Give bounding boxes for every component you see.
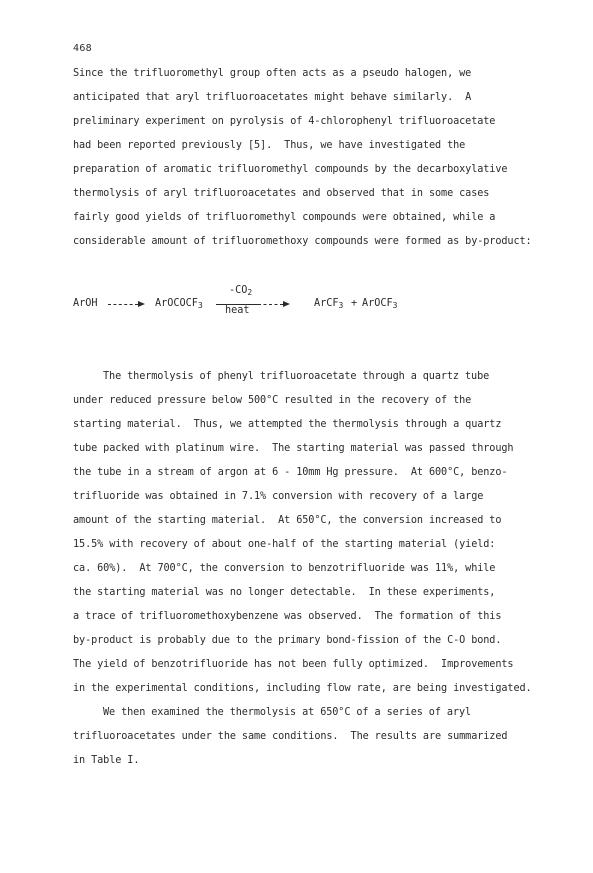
plus-sign: + bbox=[351, 298, 358, 309]
condition-subscript: 2 bbox=[247, 288, 253, 297]
condition-top bbox=[229, 285, 253, 297]
para1-line: anticipated that aryl trifluoroacetates might behave similarly. A bbox=[73, 92, 472, 103]
condition-bottom: heat bbox=[225, 305, 250, 316]
para3-line: We then examined the thermolysis at 650°C of a series of aryl bbox=[103, 707, 472, 718]
intermediate bbox=[155, 298, 203, 310]
arrow-line bbox=[108, 304, 138, 305]
para2-line: The thermolysis of phenyl trifluoroacetate through a quartz tube bbox=[103, 371, 490, 382]
para3-line: in Table I. bbox=[73, 755, 140, 766]
page-number: 468 bbox=[73, 43, 92, 54]
intermediate-formula: ArOCOCF bbox=[155, 298, 198, 309]
para2-line: starting material. Thus, we attempted the thermolysis through a quartz bbox=[73, 419, 502, 430]
para2-line: The yield of benzotrifluoride has not been fully optimized. Improvements bbox=[73, 659, 514, 670]
para1-line: preliminary experiment on pyrolysis of 4-chlorophenyl trifluoroacetate bbox=[73, 116, 496, 127]
para1-line: had been reported previously [5]. Thus, we have investigated the bbox=[73, 140, 466, 151]
para2-line: tube packed with platinum wire. The starting material was passed through bbox=[73, 443, 514, 454]
arrow-line bbox=[258, 304, 283, 305]
product2 bbox=[362, 298, 398, 310]
product2-subscript: 3 bbox=[392, 301, 398, 310]
para1-line: thermolysis of aryl trifluoroacetates and observed that in some cases bbox=[73, 188, 490, 199]
para2-line: a trace of trifluoromethoxybenzene was observed. The formation of this bbox=[73, 611, 502, 622]
para1-line: preparation of aromatic trifluoromethyl compounds by the decarboxylative bbox=[73, 164, 508, 175]
reactant: ArOH bbox=[73, 298, 98, 309]
product1 bbox=[314, 298, 344, 310]
condition-formula: -CO bbox=[229, 285, 248, 296]
para1-line: Since the trifluoromethyl group often acts as a pseudo halogen, we bbox=[73, 68, 472, 79]
para2-line: ca. 60%). At 700°C, the conversion to benzotrifluoride was 11%, while bbox=[73, 563, 496, 574]
para2-line: in the experimental conditions, including flow rate, are being investigated. bbox=[73, 683, 532, 694]
para2-line: trifluoride was obtained in 7.1% conversion with recovery of a large bbox=[73, 491, 484, 502]
product1-subscript: 3 bbox=[338, 301, 344, 310]
para2-line: the tube in a stream of argon at 6 - 10mm Hg pressure. At 600°C, benzo- bbox=[73, 467, 508, 478]
intermediate-subscript: 3 bbox=[197, 301, 203, 310]
reaction-scheme bbox=[0, 285, 593, 322]
para1-line: considerable amount of trifluoromethoxy compounds were formed as by-product: bbox=[73, 236, 532, 247]
para2-line: by-product is probably due to the primary bond-fission of the C-O bond. bbox=[73, 635, 502, 646]
para2-line: 15.5% with recovery of about one-half of the starting material (yield: bbox=[73, 539, 496, 550]
product1-formula: ArCF bbox=[314, 298, 339, 309]
para2-line: the starting material was no longer detectable. In these experiments, bbox=[73, 587, 496, 598]
para2-line: under reduced pressure below 500°C resulted in the recovery of the bbox=[73, 395, 472, 406]
para1-line: fairly good yields of trifluoromethyl compounds were obtained, while a bbox=[73, 212, 496, 223]
product2-formula: ArOCF bbox=[362, 298, 393, 309]
para2-line: amount of the starting material. At 650°C, the conversion increased to bbox=[73, 515, 502, 526]
para3-line: trifluoroacetates under the same conditions. The results are summarized bbox=[73, 731, 508, 742]
arrow-icon bbox=[283, 301, 290, 307]
arrow-icon bbox=[138, 301, 145, 307]
